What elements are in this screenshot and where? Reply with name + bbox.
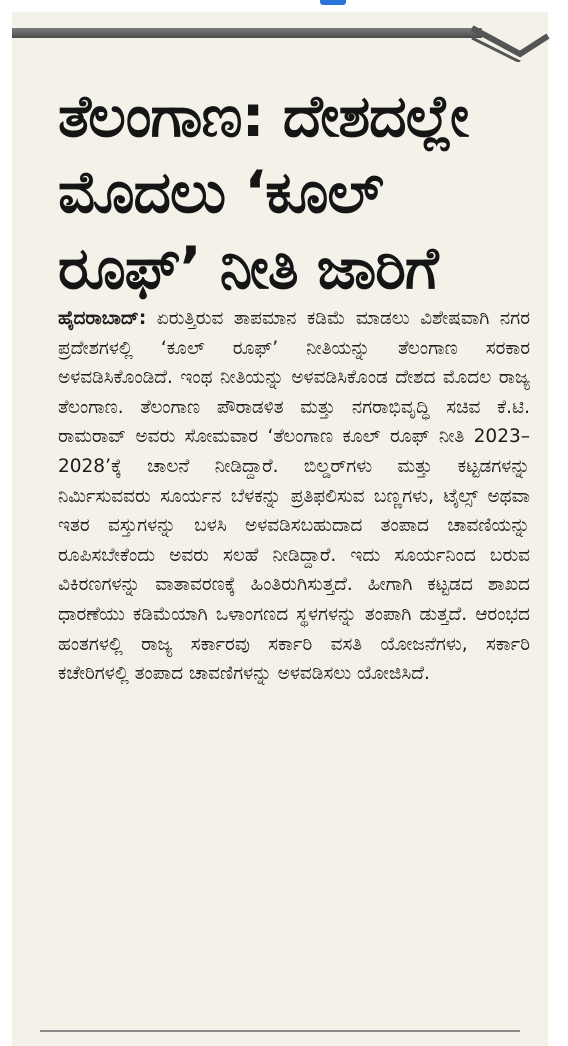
article-headline: ತೆಲಂಗಾಣ: ದೇಶದಲ್ಲೇ ಮೊದಲು ‘ಕೂಲ್ ರೂಫ್’ ನೀತಿ ಜಾರಿಗೆ: [58, 82, 469, 302]
article-body-text: ಏರುತ್ತಿರುವ ತಾಪಮಾನ ಕಡಿಮೆ ಮಾಡಲು ವಿಶೇಷವಾಗಿ ನಗರ ಪ್ರದೇಶಗಳಲ್ಲಿ ‘ಕೂಲ್ ರೂಫ್’ ನೀತಿಯನ್ನು ತೆಲಂಗಾಣ ಸರಕಾರ ಅಳವಡಿಸಿಕೊಂಡಿದೆ. ಇಂಥ ನೀತಿಯನ್ನು ಅಳವಡಿಸಿಕೊಂಡ ದೇಶದ ಮೊದಲ ರಾಜ್ಯ ತೆಲಂಗಾಣ. ತೆಲಂಗಾಣ ಪೌರಾಡಳಿತ ಮತ್ತು ನಗರಾಭಿವೃದ್ಧಿ ಸಚಿವ ಕೆ.ಟಿ. ರಾಮರಾವ್ ಅವರು ಸೋಮವಾರ ‘ತೆಲಂಗಾಣ ಕೂಲ್ ರೂಫ್ ನೀತಿ 2023–2028’ಕ್ಕೆ ಚಾಲನೆ ನೀಡಿದ್ದಾರೆ. ಬಿಲ್ಡರ್‌ಗಳು ಮತ್ತು ಕಟ್ಟಡಗಳನ್ನು ನಿರ್ಮಿಸುವವರು ಸೂರ್ಯನ ಬೆಳಕನ್ನು ಪ್ರತಿಫಲಿಸುವ ಬಣ್ಣಗಳು, ಟೈಲ್ಸ್ ಅಥವಾ ಇತರ ವಸ್ತುಗಳನ್ನು ಬಳಸಿ ಅಳವಡಿಸಬಹುದಾದ ತಂಪಾದ ಚಾವಣಿಯನ್ನು ರೂಪಿಸಬೇಕೆಂದು ಅವರು ಸಲಹೆ ನೀಡಿದ್ದಾರೆ. ಇದು ಸೂರ್ಯನಿಂದ ಬರುವ ವಿಕಿರಣಗಳನ್ನು ವಾತಾವರಣಕ್ಕೆ ಹಿಂತಿರುಗಿಸುತ್ತದೆ. ಹೀಗಾಗಿ ಕಟ್ಟಡದ ಶಾಖದ ಧಾರಣೆಯು ಕಡಿಮೆಯಾಗಿ ಒಳಾಂಗಣದ ಸ್ಥಳಗಳನ್ನು ತಂಪಾಗಿ ಡುತ್ತದೆ. ಆರಂಭದ ಹಂತಗಳಲ್ಲಿ ರಾಜ್ಯ ಸರ್ಕಾರವು ಸರ್ಕಾರಿ ವಸತಿ ಯೋಜನೆಗಳು, ಸರ್ಕಾರಿ ಕಚೇರಿಗಳಲ್ಲಿ ತಂಪಾದ ಚಾವಣಿಗಳನ್ನು ಅಳವಡಿಸಲು ಯೋಜಿಸಿದೆ.: [58, 308, 530, 685]
article-body: [58, 304, 530, 689]
chevron-ornament-icon: [470, 18, 550, 62]
newspaper-clipping: [12, 12, 548, 1046]
top-accent-bar: [320, 0, 346, 5]
article-dateline: ಹೈದರಾಬಾದ್:: [58, 308, 147, 329]
top-rule: [12, 28, 482, 38]
bottom-rule: [40, 1030, 520, 1032]
